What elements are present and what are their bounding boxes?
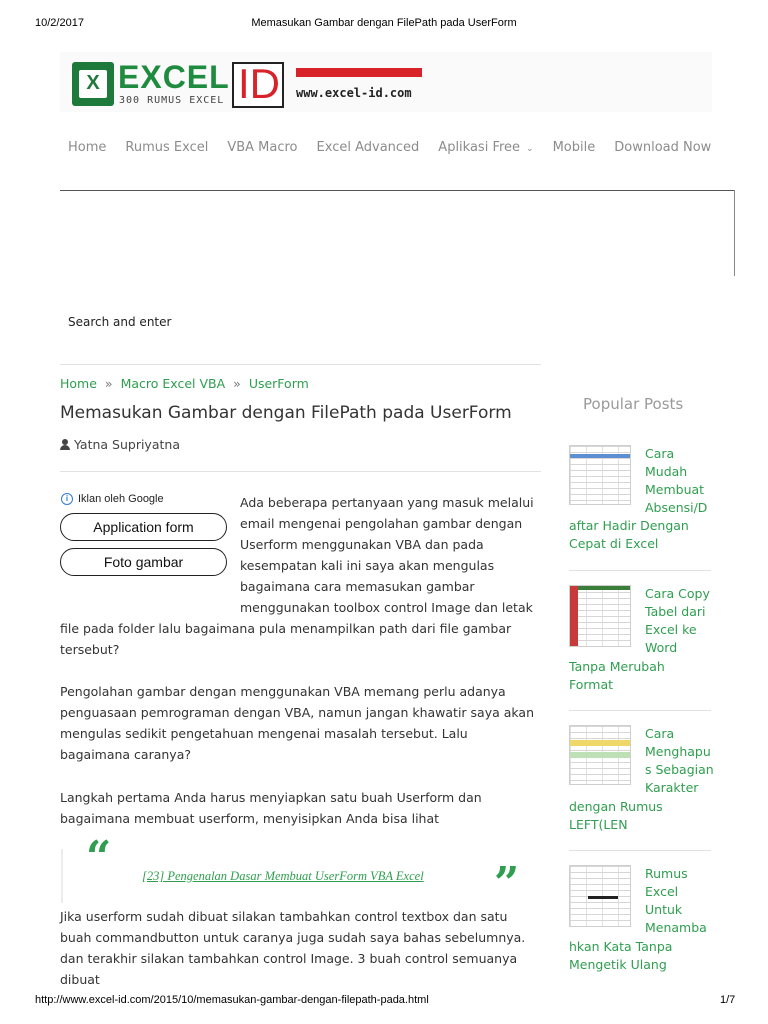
popular-post-link-cont[interactable]: hkan Kata Tanpa Mengetik Ulang: [569, 939, 673, 972]
chevron-down-icon: ⌄: [526, 144, 534, 154]
logo-id-text: ID: [238, 60, 280, 107]
sidebar-divider: [569, 570, 711, 571]
post-thumbnail[interactable]: [569, 865, 631, 927]
popular-post-link[interactable]: Rumus Excel Untuk Menamba: [645, 866, 707, 935]
ad-button-application-form[interactable]: Application form: [60, 513, 227, 541]
post-thumbnail[interactable]: [569, 725, 631, 785]
search-input[interactable]: Search and enter: [68, 315, 172, 329]
author-name[interactable]: Yatna Supriyatna: [74, 437, 180, 452]
print-url: http://www.excel-id.com/2015/10/memasukan-gambar-dengan-filepath-pada.html: [35, 994, 429, 1006]
breadcrumb-separator: »: [233, 376, 241, 391]
nav-item-excel-advanced[interactable]: Excel Advanced: [316, 140, 420, 155]
post-thumbnail[interactable]: [569, 585, 631, 647]
print-page-number: 1/7: [720, 994, 736, 1006]
ad-area-edge: [734, 190, 735, 276]
logo-red-bar: [296, 68, 422, 77]
nav-item-download-now[interactable]: Download Now: [614, 140, 712, 155]
breadcrumb-home[interactable]: Home: [60, 376, 97, 391]
divider: [60, 364, 541, 365]
divider: [60, 471, 541, 472]
author-line: [60, 437, 180, 452]
popular-post-link-cont[interactable]: dengan Rumus LEFT(LEN: [569, 799, 663, 832]
quote-link[interactable]: [23] Pengenalan Dasar Membuat UserForm VBA Excel: [142, 869, 424, 883]
main-nav: [68, 140, 711, 155]
sidebar-divider: [569, 710, 711, 711]
user-icon: [60, 439, 70, 450]
nav-item-home[interactable]: Home: [68, 140, 107, 155]
logo-brand-text[interactable]: EXCEL: [118, 59, 230, 95]
post-thumbnail[interactable]: [569, 445, 631, 505]
article-paragraph: Ada beberapa pertanyaan yang masuk melalui email mengenai pengolahan gambar dengan Userform menggunakan VBA dan pada kesempatan kali ini saya akan mengulas bagaimana cara memasukan gambar menggunakan toolbox control Image dan letak: [240, 495, 534, 615]
quote-close-icon: ”: [494, 858, 520, 909]
ads-label[interactable]: i Iklan oleh Google: [61, 493, 164, 505]
info-icon[interactable]: i: [61, 493, 73, 505]
print-date: 10/2/2017: [35, 17, 84, 29]
article-paragraph: Pengolahan gambar dengan menggunakan VBA memang perlu adanya penguasaan pemrograman dengan VBA, namun jangan khawatir saya akan mengulas sedikit pengetahuan mengenai masalah tersebut. Lalu bagaimana caranya?: [60, 684, 535, 762]
breadcrumb: [60, 376, 309, 391]
popular-post-link[interactable]: Cara Menghapu s Sebagian Karakter: [645, 726, 714, 795]
logo-url: www.excel-id.com: [296, 86, 412, 100]
breadcrumb-userform[interactable]: UserForm: [248, 376, 309, 391]
page-title: Memasukan Gambar dengan FilePath pada UserForm: [60, 403, 512, 423]
popular-post-link-cont[interactable]: aftar Hadir Dengan Cepat di Excel: [569, 518, 689, 551]
article-paragraph: Langkah pertama Anda harus menyiapkan satu buah Userform dan bagaimana membuat userform, menyisipkan Anda bisa lihat: [60, 790, 482, 826]
breadcrumb-macro-excel-vba[interactable]: Macro Excel VBA: [120, 376, 226, 391]
quote-border: [61, 849, 63, 903]
nav-item-vba-macro[interactable]: VBA Macro: [227, 140, 298, 155]
article-paragraph: file pada folder lalu bagaimana pula menampilkan path dari file gambar tersebut?: [60, 621, 512, 657]
popular-post-link[interactable]: Cara Copy Tabel dari Excel ke Word: [645, 586, 710, 655]
sidebar-divider: [569, 850, 711, 851]
popular-posts-title: Popular Posts: [583, 395, 684, 413]
nav-item-aplikasi-free[interactable]: Aplikasi Free ⌄: [438, 140, 534, 155]
ad-button-foto-gambar[interactable]: Foto gambar: [60, 548, 227, 576]
popular-post-link[interactable]: Cara Mudah Membuat Absensi/D: [645, 446, 708, 515]
quote-open-icon: “: [86, 832, 112, 883]
breadcrumb-separator: »: [104, 376, 113, 391]
nav-item-rumus-excel[interactable]: Rumus Excel: [125, 140, 209, 155]
nav-divider: [60, 190, 735, 191]
article-paragraph: Jika userform sudah dibuat silakan tambahkan control textbox dan satu buah commandbutton untuk caranya juga sudah saya bahas sebelumnya. dan terakhir silakan tambahkan control Image. 3 buah control semuanya dibuat: [60, 909, 526, 987]
print-title: Memasukan Gambar dengan FilePath pada UserForm: [251, 17, 517, 29]
excel-logo-icon[interactable]: X: [72, 62, 114, 106]
nav-item-mobile[interactable]: Mobile: [552, 140, 596, 155]
popular-post-link-cont[interactable]: Tanpa Merubah Format: [569, 659, 665, 692]
logo-tagline: 300 RUMUS EXCEL: [119, 95, 225, 106]
